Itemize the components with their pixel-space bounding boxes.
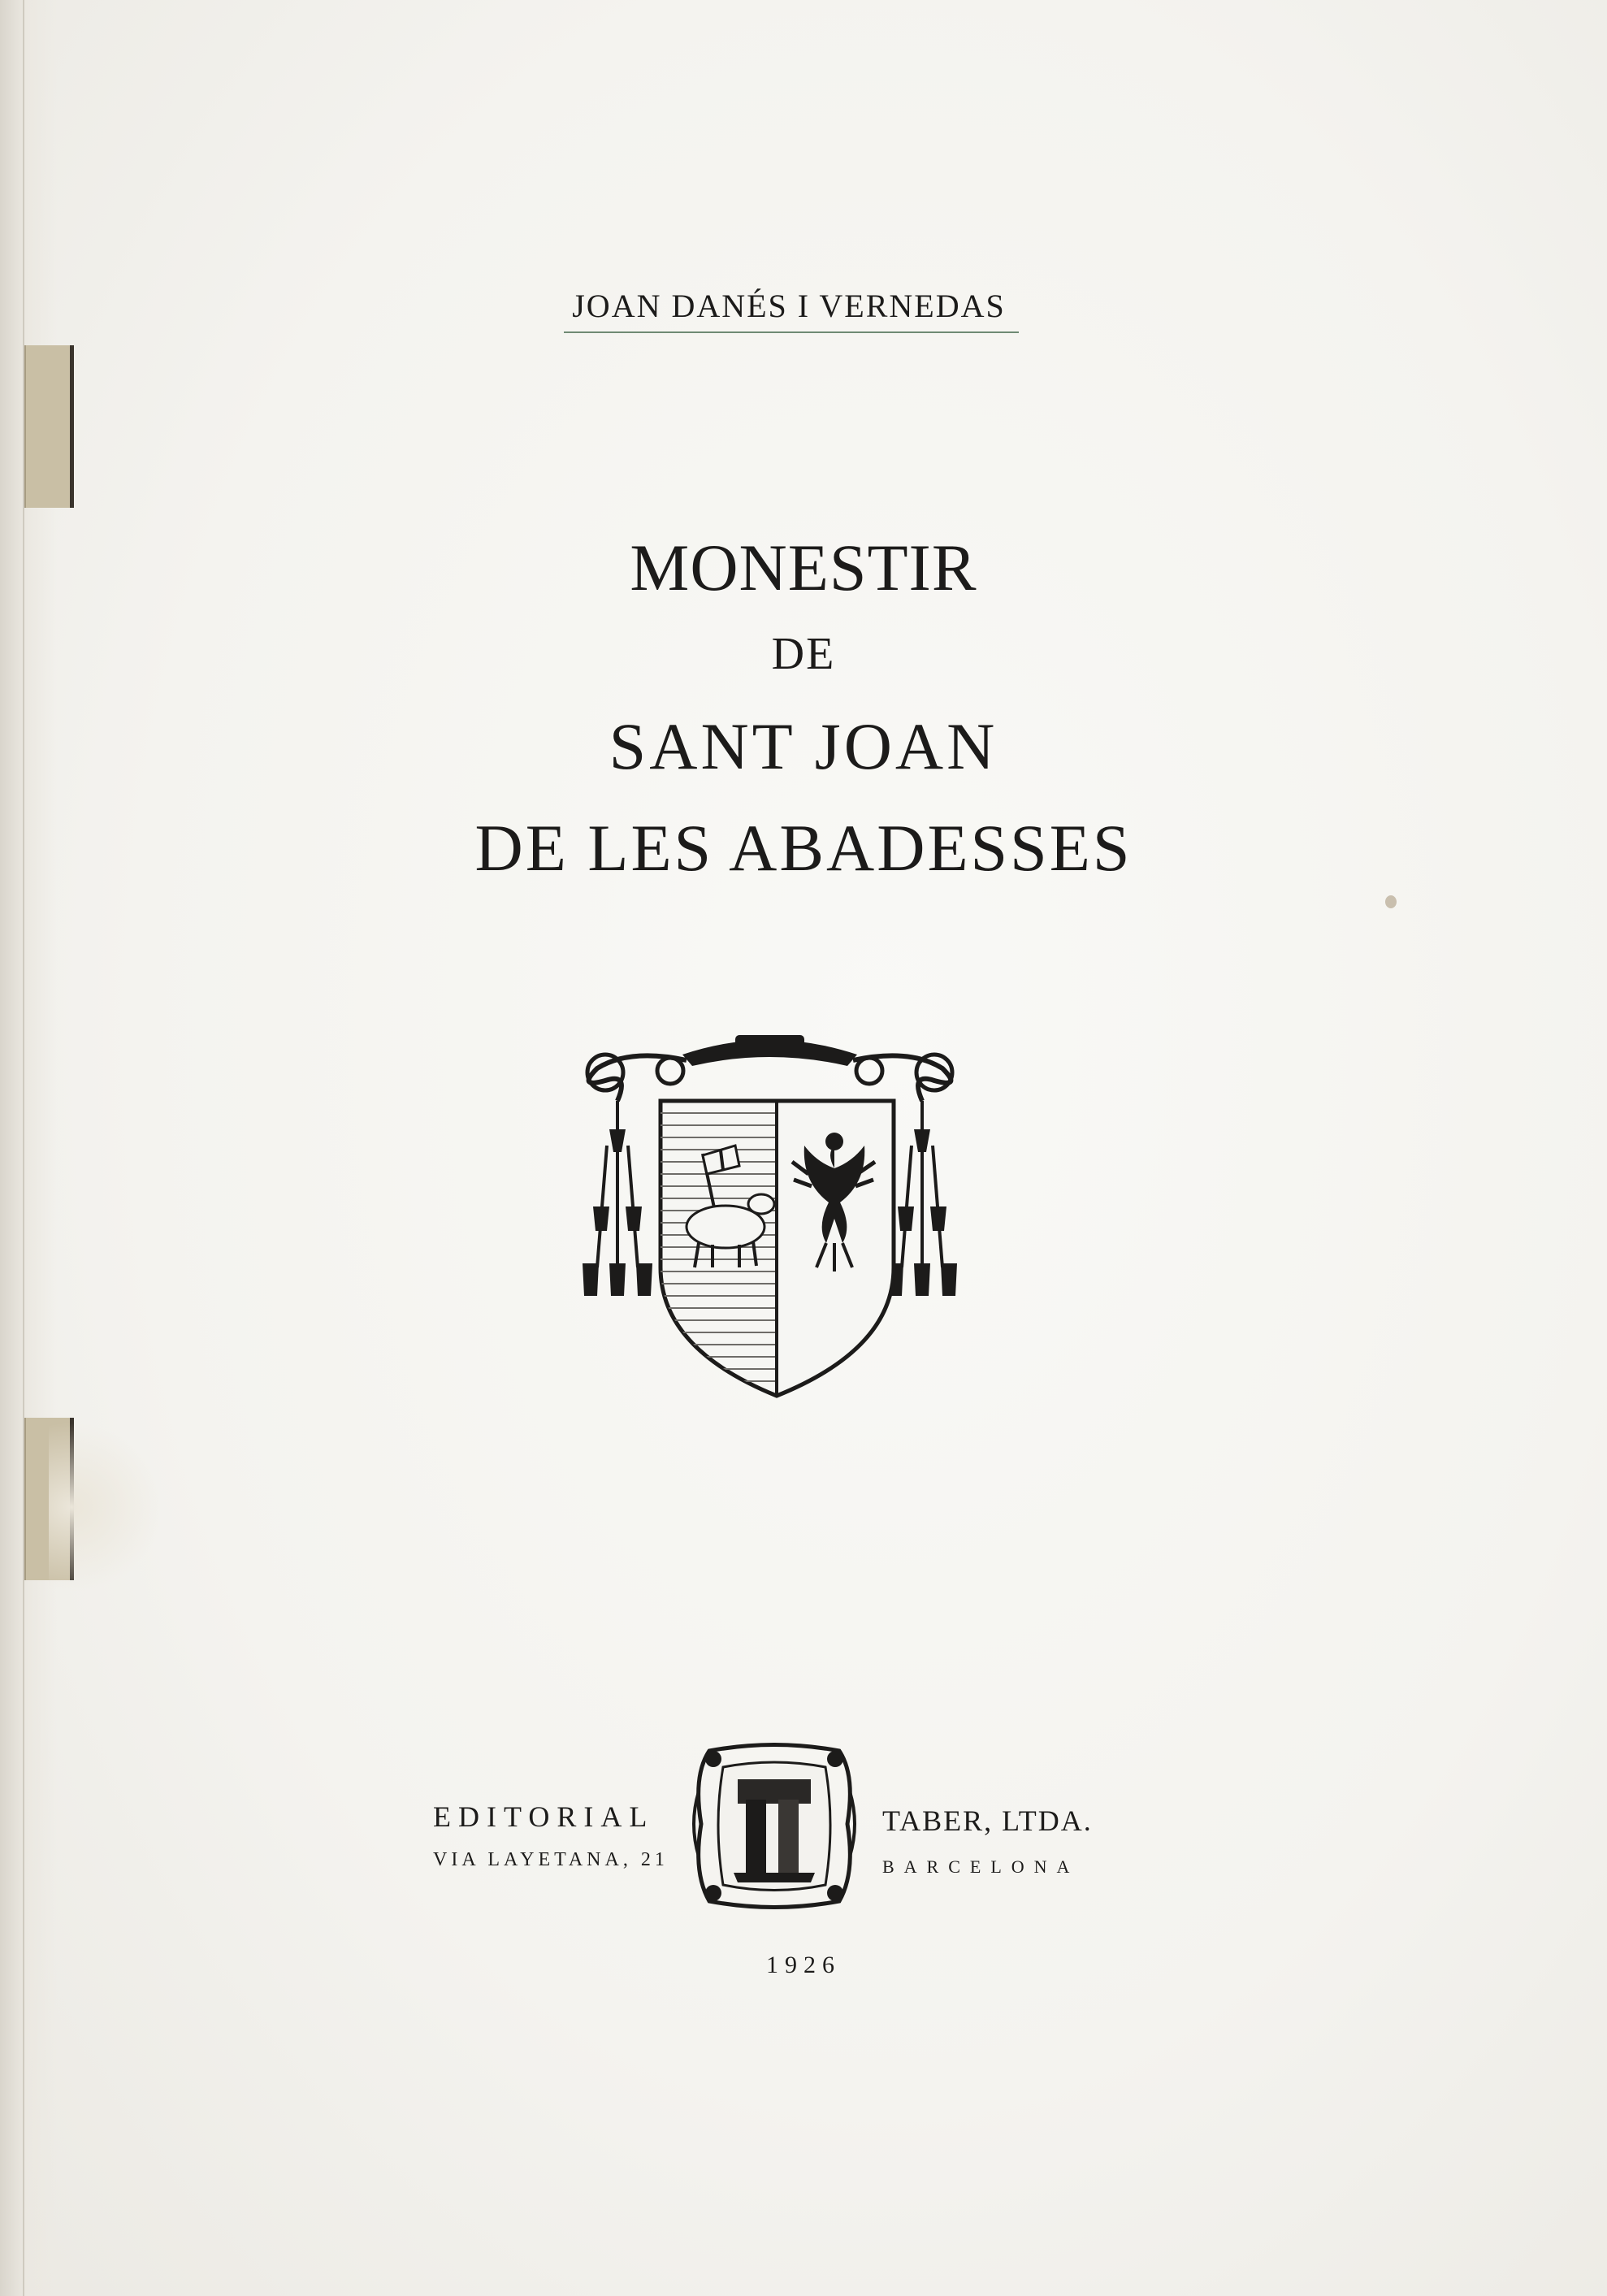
author-name: JOAN DANÉS I VERNEDAS (572, 288, 1006, 324)
publisher-name-right: TABER, LTDA. (882, 1804, 1093, 1837)
paper-wear (49, 1422, 162, 1592)
title-line-3: SANT JOAN (609, 709, 998, 783)
title-line-2: DE (771, 629, 836, 679)
title-line-4: DE LES ABADESSES (474, 811, 1133, 885)
binding-tape-top (24, 345, 74, 508)
publisher-address: VIA LAYETANA, 21 (433, 1849, 669, 1870)
publisher-emblem-icon (689, 1743, 860, 1909)
publication-year: 1926 (766, 1952, 841, 1978)
paper-spot (1385, 895, 1397, 908)
title-line-1: MONESTIR (630, 531, 977, 604)
publisher-city: BARCELONA (882, 1856, 1080, 1877)
coat-of-arms-icon (573, 1024, 967, 1406)
author-underline (564, 331, 1019, 333)
publisher-name-left: EDITORIAL (433, 1800, 655, 1833)
